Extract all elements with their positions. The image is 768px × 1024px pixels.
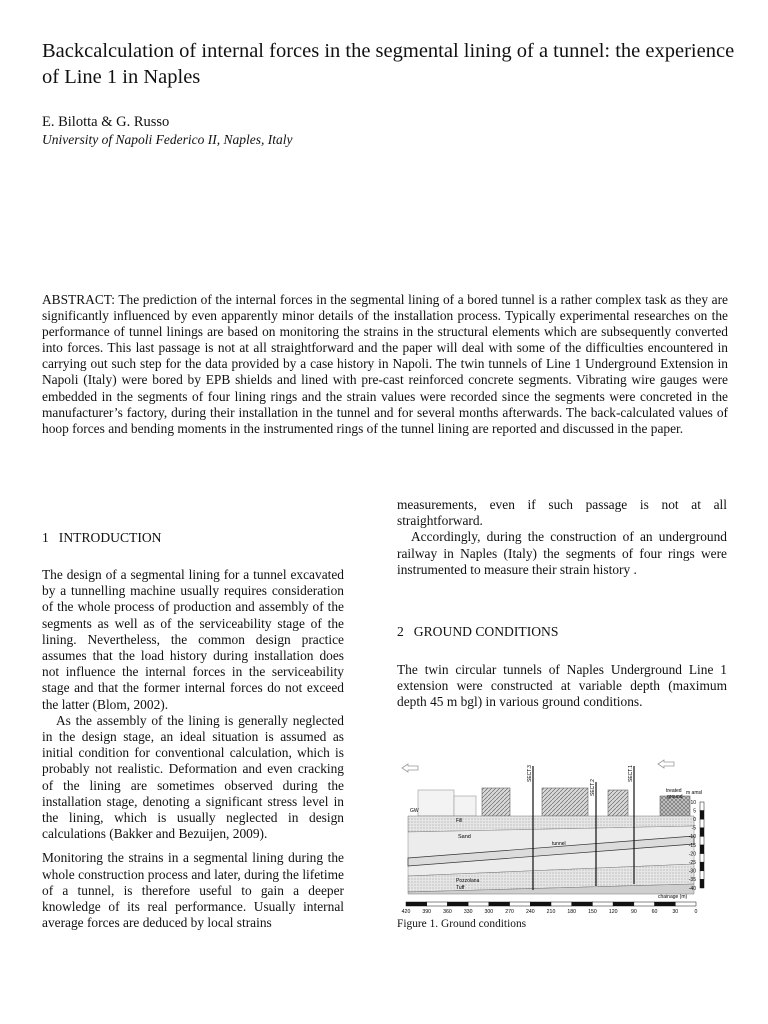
depth-tick-label: 5: [693, 808, 696, 815]
chainage-scale-segment: [447, 902, 468, 906]
chainage-tick-label: 420: [401, 909, 411, 914]
chainage-scale: [402, 902, 698, 914]
direction-arrow-right: [658, 760, 674, 768]
building: [482, 788, 510, 816]
chainage-tick-label: 240: [525, 909, 535, 914]
label-sect1: SECT.1: [628, 765, 634, 782]
chainage-scale-segment: [406, 902, 427, 906]
section-title: INTRODUCTION: [58, 530, 162, 545]
chainage-scale-segment: [572, 902, 593, 906]
label-tuff: Tuff: [456, 885, 465, 891]
depth-scale-segment: [700, 854, 704, 863]
section-number: 2: [397, 624, 404, 639]
label-sect2: SECT.2: [590, 779, 596, 796]
depth-tick-label: -20: [688, 851, 696, 858]
figure-caption: Figure 1. Ground conditions: [397, 918, 527, 930]
chainage-tick-label: 60: [651, 909, 658, 914]
intro-paragraph-2: As the assembly of the lining is generally neglected in the design stage, an ideal situation is assumed as initial condition for conventional calculation, which is probably not realistic. Deformation and even cracking of the lining are sometimes observed during the installation stage, denoting a significant stress level in the lining, which is usually neglected in design calculations (Bakker and Bezuijen, 2009).: [42, 712, 344, 842]
direction-arrow-left: [402, 764, 418, 772]
chainage-tick-label: 210: [546, 909, 556, 914]
depth-scale-segment: [700, 836, 704, 845]
chainage-scale-segment: [613, 902, 634, 906]
depth-tick-label: 0: [693, 817, 696, 823]
right-column-bottom: [397, 662, 727, 711]
chainage-scale-segment: [510, 902, 531, 906]
label-sect3: SECT.3: [527, 765, 533, 782]
label-pozzolana: Pozzolana: [456, 878, 480, 884]
depth-tick-label: -40: [688, 885, 696, 892]
ground-conditions-figure: [396, 752, 718, 914]
chainage-tick-label: 390: [422, 909, 432, 914]
chainage-scale-segment: [489, 902, 510, 906]
intro-paragraph-4: measurements, even if such passage is not at all straightforward.: [397, 497, 727, 529]
chainage-scale-segment: [655, 902, 676, 906]
chainage-scale-segment: [468, 902, 489, 906]
depth-tick-label: -10: [688, 834, 696, 841]
depth-scale-segment: [700, 828, 704, 837]
label-gw: GW: [410, 808, 419, 814]
chainage-scale-segment: [427, 902, 448, 906]
label-treated: treated: [666, 788, 682, 794]
intro-paragraph-3: Monitoring the strains in a segmental lining during the whole construction process and later, during the lifetime of a tunnel, is therefore useful to gain a deeper knowledge of its real performance. Usually internal average forces are deduced by local strains: [42, 850, 344, 931]
chainage-tick-label: 120: [608, 909, 618, 914]
chainage-tick-label: 0: [694, 909, 698, 914]
label-ground: ground: [667, 794, 683, 800]
intro-paragraph-5: Accordingly, during the construction of an underground railway in Naples (Italy) the segments of four rings were instrumented to measure their strain history .: [397, 529, 727, 577]
building: [608, 790, 628, 816]
chainage-tick-label: 330: [463, 909, 473, 914]
section-title: GROUND CONDITIONS: [413, 624, 559, 639]
depth-scale-segment: [700, 819, 704, 828]
label-sand: Sand: [458, 834, 471, 840]
chainage-tick-label: 30: [672, 909, 679, 914]
label-m-amsl: m amsl: [686, 790, 703, 796]
chainage-tick-label: 360: [443, 909, 452, 914]
depth-scale-segment: [700, 879, 704, 888]
building: [542, 788, 588, 816]
depth-tick-label: -5: [691, 825, 696, 832]
building: [418, 790, 454, 816]
label-tunnel: tunnel: [552, 841, 566, 847]
depth-scale-segment: [700, 862, 704, 871]
chainage-tick-label: 150: [588, 909, 597, 914]
abstract: ABSTRACT: The prediction of the internal forces in the segmental lining of a bored tunnel is a rather complex task as they are significantly influenced by even apparently minor details of the installation process. Typically experimental researches on the performance of tunnel linings are based on monitoring the strains in the structural elements which are subsequently converted into forces. This last passage is not at all straightforward and the paper will deal with some of the difficulties encountered in carrying out such step for the data provided by a case history in Napoli. The twin tunnels of Line 1 Underground Extension in Napoli (Italy) were bored by EPB shields and lined with pre-cast reinforced concrete segments. Vibrating wire gauges were embedded in the segments of four lining rings and the strain values were recorded since the segments were concreted in the manufacturer’s factory, during their installation in the tunnel and for several months afterwards. The back-calculated values of hoop forces and bending moments in the instrumented rings of the tunnel lining are reported and discussed in the paper.: [42, 292, 728, 436]
label-chainage: chainage (m): [658, 894, 688, 900]
left-column: [42, 567, 344, 931]
depth-tick-label: -15: [688, 842, 696, 849]
section-number: 1: [42, 530, 49, 545]
depth-tick-label: -30: [688, 868, 696, 875]
depth-scale-segment: [700, 871, 704, 880]
authors: E. Bilotta & G. Russo: [42, 114, 170, 130]
depth-scale-segment: [700, 811, 704, 820]
chainage-tick-label: 90: [630, 909, 637, 914]
section-2-heading: [397, 624, 568, 640]
depth-tick-label: -25: [688, 860, 696, 866]
ground-paragraph-1: The twin circular tunnels of Naples Underground Line 1 extension were constructed at variable depth (maximum depth 45 m bgl) in various ground conditions.: [397, 662, 727, 710]
building: [454, 796, 476, 816]
chainage-scale-segment: [675, 902, 696, 906]
depth-tick-label: 10: [690, 799, 696, 806]
label-fill: Fill: [456, 818, 463, 824]
chainage-scale-segment: [634, 902, 655, 906]
chainage-tick-label: 300: [484, 909, 494, 914]
depth-tick-label: -35: [688, 877, 696, 884]
chainage-scale-segment: [592, 902, 613, 906]
chainage-scale-segment: [530, 902, 551, 906]
right-column-top: [397, 497, 727, 578]
chainage-tick-label: 270: [505, 909, 514, 914]
affiliation: University of Napoli Federico II, Naples, Italy: [42, 132, 293, 147]
chainage-tick-label: 180: [567, 909, 577, 914]
intro-paragraph-1: The design of a segmental lining for a tunnel excavated by a tunnelling machine usually requires consideration of the whole process of production and assembly of the segments as well as of the serviceability stage of the lining. Nevertheless, the common design practice assumes that the load history during installation does not influence the internal forces in the serviceability stage and that the former internal forces do not exceed the latter (Blom, 2002).: [42, 567, 344, 712]
paper-title: Backcalculation of internal forces in the segmental lining of a tunnel: the experience of Line 1 in Naples: [42, 40, 735, 88]
chainage-scale-segment: [551, 902, 572, 906]
depth-scale-segment: [700, 802, 704, 811]
depth-scale: [689, 800, 704, 892]
depth-scale-segment: [700, 845, 704, 854]
section-1-heading: [42, 530, 172, 546]
